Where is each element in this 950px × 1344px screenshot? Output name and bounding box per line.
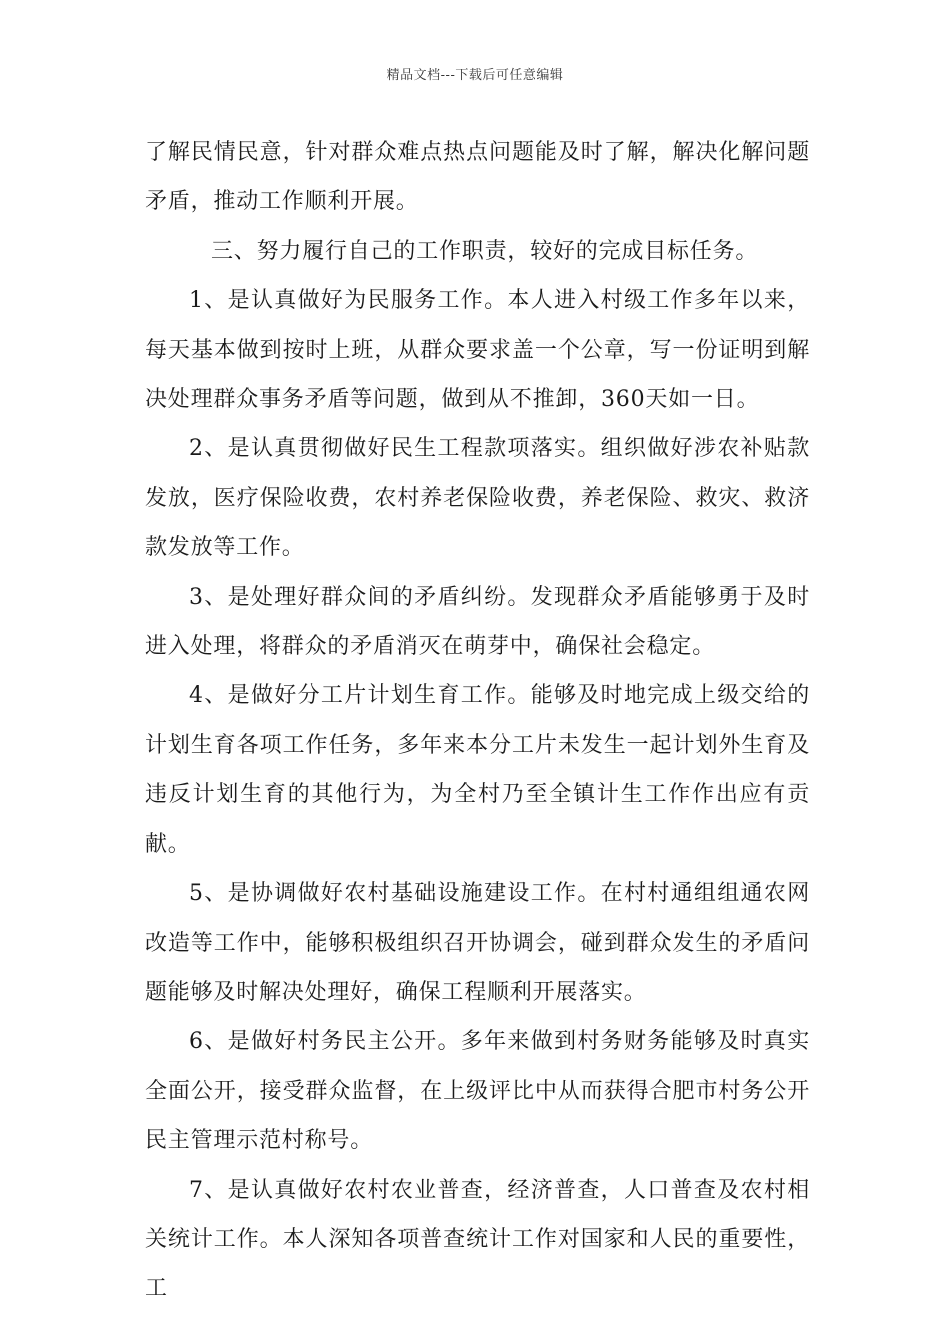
page-header: 精品文档---下载后可任意编辑 xyxy=(386,68,564,83)
paragraph-item-6: 6、是做好村务民主公开。多年来做到村务财务能够及时真实全面公开，接受群众监督，在上级评比中从而获得合肥市村务公开民主管理示范村称号。 xyxy=(145,1029,810,1154)
paragraph-item-5: 5、是协调做好农村基础设施建设工作。在村村通组组通农网改造等工作中，能够积极组织召开协调会，碰到群众发生的矛盾问题能够及时解决处理好，确保工程顺利开展落实。 xyxy=(145,881,810,1005)
paragraph-item-4: 4、是做好分工片计划生育工作。能够及时地完成上级交给的计划生育各项工作任务，多年来本分工片未发生一起计划外生育及违反计划生育的其他行为，为全村乃至全镇计生工作作出应有贡献。 xyxy=(145,683,810,857)
paragraph-item-2: 2、是认真贯彻做好民生工程款项落实。组织做好涉农补贴款发放，医疗保险收费，农村养老保险收费，养老保险、救灾、救济款发放等工作。 xyxy=(145,436,810,561)
paragraph-continuation: 了解民情民意，针对群众难点热点问题能及时了解，解决化解问题矛盾，推动工作顺利开展。 xyxy=(145,140,810,215)
document-body xyxy=(145,128,810,1314)
paragraph-item-7: 7、是认真做好农村农业普查，经济普查，人口普查及农村相关统计工作。本人深知各项普查统计工作对国家和人民的重要性，工 xyxy=(145,1177,810,1302)
paragraph-item-1: 1、是认真做好为民服务工作。本人进入村级工作多年以来，每天基本做到按时上班，从群众要求盖一个公章，写一份证明到解决处理群众事务矛盾等问题，做到从不推卸，360天如一日。 xyxy=(145,288,810,413)
paragraph-item-3: 3、是处理好群众间的矛盾纠纷。发现群众矛盾能够勇于及时进入处理，将群众的矛盾消灭在萌芽中，确保社会稳定。 xyxy=(145,584,810,660)
section-heading-3: 三、努力履行自己的工作职责，较好的完成目标任务。 xyxy=(211,238,759,264)
